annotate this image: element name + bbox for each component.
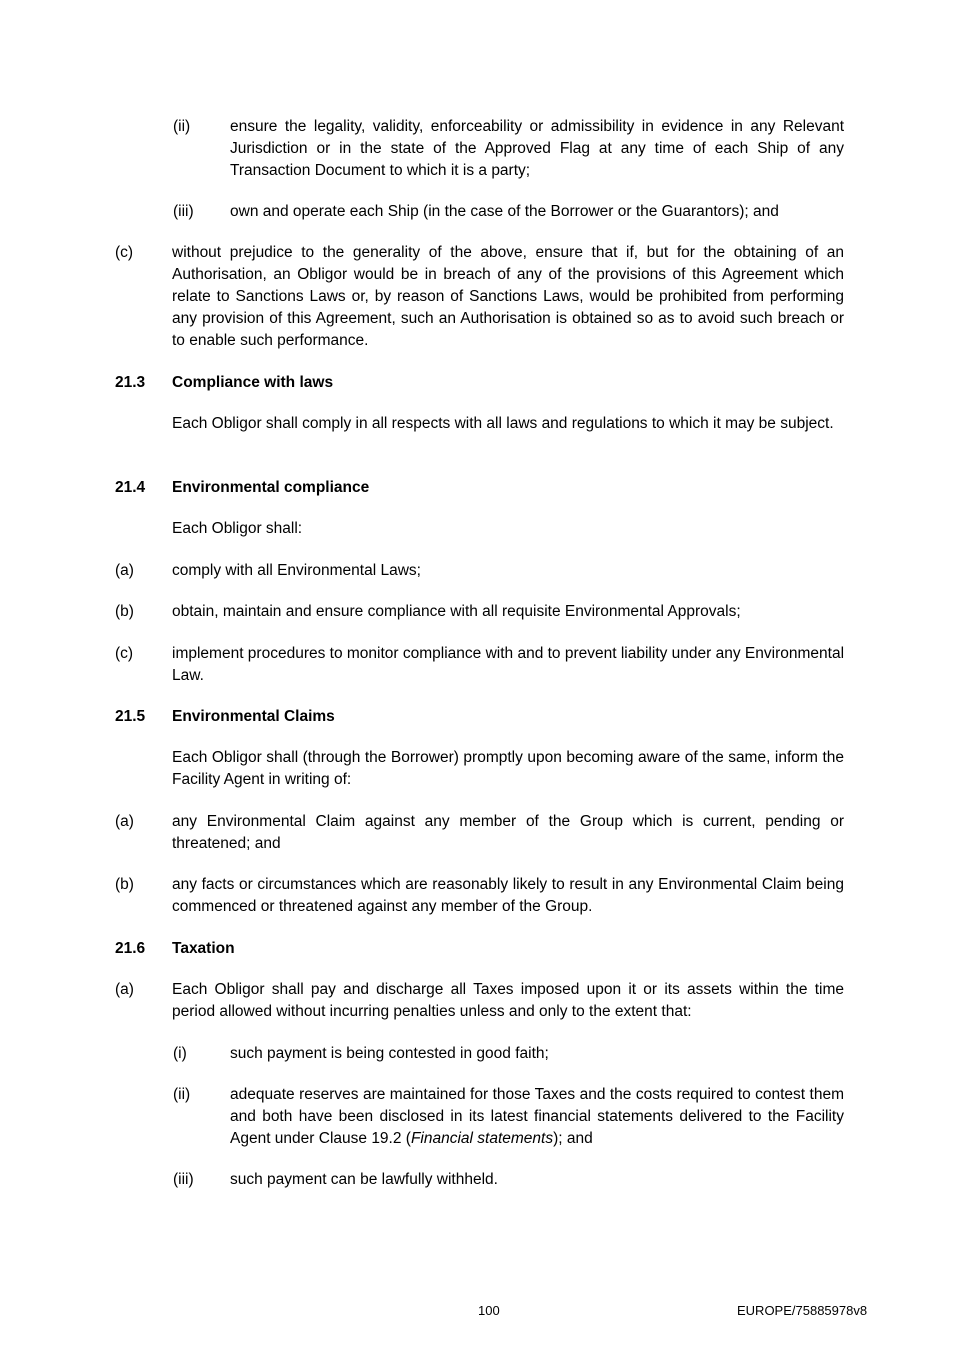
section-heading: Environmental compliance (172, 479, 370, 496)
section-heading: Compliance with laws (172, 374, 334, 391)
item-number: (c) (115, 244, 134, 261)
item-number: (b) (115, 876, 134, 893)
clause-text: Each Obligor shall pay and discharge all Taxes imposed upon it or its assets within the time period allowed without incurring penalties unless and only to the extent that: (172, 981, 844, 1020)
clause-text: comply with all Environmental Laws; (172, 562, 421, 579)
section-body: Each Obligor shall comply in all respects with all laws and regulations to which it may be subject. (172, 415, 834, 432)
clause-text-part: ); and (553, 1130, 593, 1147)
clause-text: ensure the legality, validity, enforceability or admissibility in evidence in any Relevant Jurisdiction or in the state of the Approved Flag at any time of each Ship of any Transaction Document to which it is a party; (230, 118, 844, 179)
page-number: 100 (478, 1303, 500, 1318)
item-number: (a) (115, 562, 134, 579)
section-number: 21.3 (115, 374, 146, 391)
section-intro: Each Obligor shall (through the Borrower) promptly upon becoming aware of the same, inform the Facility Agent in writing of: (172, 749, 844, 788)
item-number: (ii) (173, 118, 191, 135)
section-heading: Environmental Claims (172, 708, 335, 725)
clause-text: any facts or circumstances which are reasonably likely to result in any Environmental Claim being commenced or threatened against any member of the Group. (172, 876, 844, 915)
item-number: (a) (115, 981, 134, 998)
section-number: 21.4 (115, 479, 146, 496)
item-number: (i) (173, 1045, 187, 1062)
item-number: (ii) (173, 1086, 191, 1103)
item-number: (iii) (173, 203, 194, 220)
clause-text: implement procedures to monitor compliance with and to prevent liability under any Environmental Law. (172, 645, 845, 684)
item-number: (iii) (173, 1171, 194, 1188)
clause-text: obtain, maintain and ensure compliance with all requisite Environmental Approvals; (172, 603, 741, 620)
section-number: 21.5 (115, 708, 146, 725)
clause-text: own and operate each Ship (in the case of the Borrower or the Guarantors); and (230, 203, 779, 220)
section-heading: Taxation (172, 940, 235, 957)
section-number: 21.6 (115, 940, 146, 957)
clause-text: such payment is being contested in good faith; (230, 1045, 549, 1062)
clause-text: any Environmental Claim against any member of the Group which is current, pending or threatened; and (172, 813, 844, 852)
clause-text-part: adequate reserves are maintained for those Taxes and the costs required to contest them and both have been disclosed in its latest financial statements delivered to the Facility Agent under Clause 19.2 ( (230, 1086, 844, 1147)
clause-text: without prejudice to the generality of the above, ensure that if, but for the obtaining of an Authorisation, an Obligor would be in breach of any of the provisions of this Agreement which relate to Sanctions Laws or, by reason of Sanctions Laws, would be prohibited from performing any provision of this Agreement, such an Authorisation is obtained so as to avoid such breach or to enable such performance. (172, 244, 844, 349)
clause-text: such payment can be lawfully withheld. (230, 1171, 498, 1188)
clause-text (230, 1084, 844, 1150)
section-intro: Each Obligor shall: (172, 520, 303, 537)
item-number: (a) (115, 813, 134, 830)
clause-reference: Financial statements (410, 1130, 554, 1147)
item-number: (b) (115, 603, 134, 620)
item-number: (c) (115, 645, 134, 662)
document-reference: EUROPE/75885978v8 (737, 1303, 868, 1318)
